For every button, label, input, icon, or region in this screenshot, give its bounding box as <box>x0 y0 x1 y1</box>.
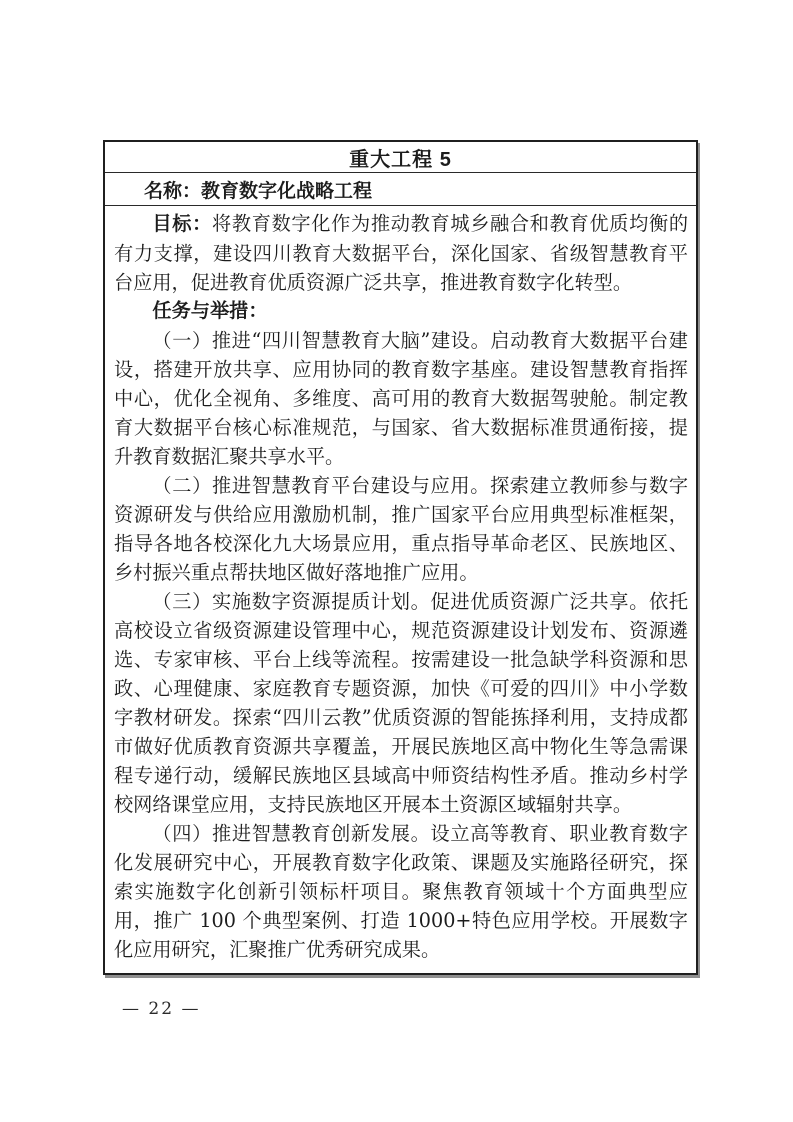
task-paragraph-2 <box>114 471 688 587</box>
task-paragraph-4 <box>114 819 688 964</box>
goal-label: 目标： <box>152 214 212 235</box>
page-number: — 22 — <box>122 999 201 1019</box>
task-1-lead: （一）推进“四川智慧教育大脑”建设。 <box>152 329 491 352</box>
table-title-row: 重大工程 5 <box>105 142 696 173</box>
task-4-lead: （四）推进智慧教育创新发展。 <box>152 822 431 845</box>
task-4-text: 设立高等教育、职业教育数字化发展研究中心，开展教育数字化政策、课题及实施路径研究，探索实施数字化创新引领标杆项目。聚焦教育领域十个方面典型应用，推广 100 个典型案例、打造 1000+特色应用学校。开展数字化应用研究，汇聚推广优秀研究成果。 <box>114 822 689 961</box>
task-paragraph-3 <box>114 587 688 819</box>
task-1-text: 启动教育大数据平台建设，搭建开放共享、应用协同的教育数字基座。建设智慧教育指挥中心，优化全视角、多维度、高可用的教育大数据驾驶舱。制定教育大数据平台核心标准规范，与国家、省大数据标准贯通衔接，提升教育数据汇聚共享水平。 <box>114 329 688 468</box>
task-2-lead: （二）推进智慧教育平台建设与应用。 <box>152 474 491 497</box>
goal-paragraph <box>114 209 688 297</box>
task-3-lead: （三）实施数字资源提质计划。 <box>152 590 431 613</box>
goal-text: 将教育数字化作为推动教育城乡融合和教育优质均衡的有力支撑，建设四川教育大数据平台，深化国家、省级智慧教育平台应用，促进教育优质资源广泛共享，推进教育数字化转型。 <box>114 212 689 294</box>
task-2-text: 探索建立教师参与数字资源研发与供给应用激励机制，推广国家平台应用典型标准框架，指导各地各校深化九大场景应用，重点指导革命老区、民族地区、乡村振兴重点帮扶地区做好落地推广应用。 <box>114 474 689 584</box>
major-project-table <box>103 140 698 975</box>
task-3-text: 促进优质资源广泛共享。依托高校设立省级资源建设管理中心，规范资源建设计划发布、资源遴选、专家审核、平台上线等流程。按需建设一批急缺学科资源和思政、心理健康、家庭教育专题资源，加快《可爱的四川》中小学数字教材研发。探索“四川云教”优质资源的智能拣择利用，支持成都市做好优质教育资源共享覆盖，开展民族地区高中物化生等急需课程专递行动，缓解民族地区县域高中师资结构性矛盾。推动乡村学校网络课堂应用，支持民族地区开展本土资源区域辐射共享。 <box>114 590 689 816</box>
table-body-cell <box>105 206 696 973</box>
task-paragraph-1 <box>114 326 688 471</box>
project-name-row: 名称：教育数字化战略工程 <box>105 173 696 206</box>
tasks-heading: 任务与举措： <box>152 301 268 322</box>
